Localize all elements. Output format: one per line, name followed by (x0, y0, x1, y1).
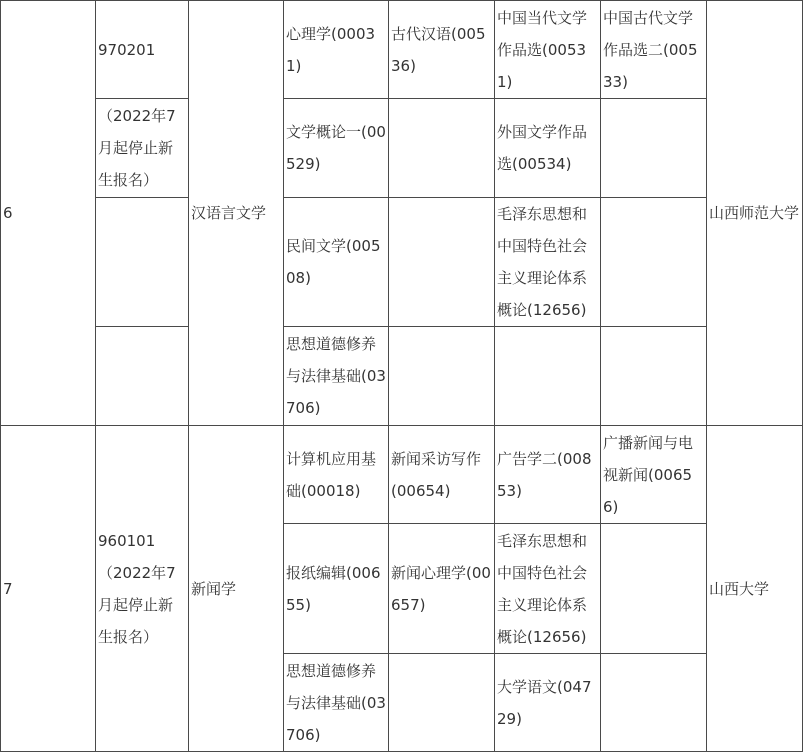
course-cell (494, 425, 601, 524)
course-cell-text: 广告学二(00853) (497, 449, 592, 500)
major-code-note-text: （2022年7月起停止新生报名） (98, 563, 176, 646)
course-cell (283, 425, 389, 524)
course-cell (600, 98, 707, 198)
course-cell (600, 197, 707, 327)
school-name-text: 山西师范大学 (709, 204, 800, 222)
course-cell (388, 197, 495, 327)
major-code (95, 425, 189, 752)
course-cell (494, 523, 601, 654)
course-cell-text: 毛泽东思想和中国特色社会主义理论体系概论(12656) (497, 531, 588, 646)
course-cell (494, 197, 601, 327)
course-cell (388, 98, 495, 198)
course-cell (388, 653, 495, 752)
major-code (95, 0, 189, 99)
course-cell (388, 326, 495, 426)
major-name-text: 汉语言文学 (191, 204, 267, 222)
course-cell (283, 98, 389, 198)
course-cell-text: 民间文学(00508) (286, 237, 381, 287)
major-name (188, 425, 284, 752)
course-cell (600, 326, 707, 426)
major-code-blank (95, 326, 189, 426)
course-cell (283, 197, 389, 327)
course-cell (388, 425, 495, 524)
course-cell-text: 新闻心理学(00657) (391, 563, 491, 614)
row-seq-7-text: 7 (3, 579, 13, 598)
major-code-text: 970201 (98, 40, 156, 59)
course-cell-text: 心理学(00031) (286, 24, 376, 75)
school-name (706, 0, 803, 426)
course-cell-text: 中国古代文学作品选二(00533) (603, 8, 698, 91)
course-cell-text: 思想道德修养与法律基础(03706) (286, 661, 386, 744)
course-cell (494, 0, 601, 99)
course-cell (283, 523, 389, 654)
course-cell (600, 0, 707, 99)
course-cell (600, 653, 707, 752)
course-cell-text: 外国文学作品选(00534) (497, 123, 588, 173)
major-code-content (98, 525, 186, 653)
course-cell-text: 大学语文(04729) (497, 677, 592, 728)
course-cell (494, 326, 601, 426)
major-code-note-text: （2022年7月起停止新生报名） (98, 107, 176, 189)
course-cell-text: 新闻采访写作(00654) (391, 449, 482, 500)
course-cell-text: 计算机应用基础(00018) (286, 449, 377, 500)
course-cell (283, 653, 389, 752)
course-cell-text: 报纸编辑(00655) (286, 563, 381, 614)
course-cell-text: 中国当代文学作品选(00531) (497, 8, 588, 91)
major-code-note (95, 98, 189, 198)
course-cell-text: 文学概论一(00529) (286, 123, 386, 173)
course-cell (600, 425, 707, 524)
course-cell (494, 653, 601, 752)
course-cell (283, 326, 389, 426)
row-seq-7 (0, 425, 96, 752)
major-code-text: 960101 (98, 531, 156, 550)
course-cell (600, 523, 707, 654)
school-name (706, 425, 803, 752)
course-cell-text: 广播新闻与电视新闻(00656) (603, 433, 694, 516)
course-cell (494, 98, 601, 198)
course-cell (388, 0, 495, 99)
major-name (188, 0, 284, 426)
course-cell-text: 古代汉语(00536) (391, 24, 486, 75)
major-code-blank (95, 197, 189, 327)
row-seq-6 (0, 0, 96, 426)
course-cell (283, 0, 389, 99)
course-cell-text: 思想道德修养与法律基础(03706) (286, 335, 386, 417)
course-cell-text: 毛泽东思想和中国特色社会主义理论体系概论(12656) (497, 205, 588, 319)
course-cell (388, 523, 495, 654)
school-name-text: 山西大学 (709, 579, 770, 598)
row-seq-6-text: 6 (3, 204, 13, 222)
major-name-text: 新闻学 (191, 579, 237, 598)
